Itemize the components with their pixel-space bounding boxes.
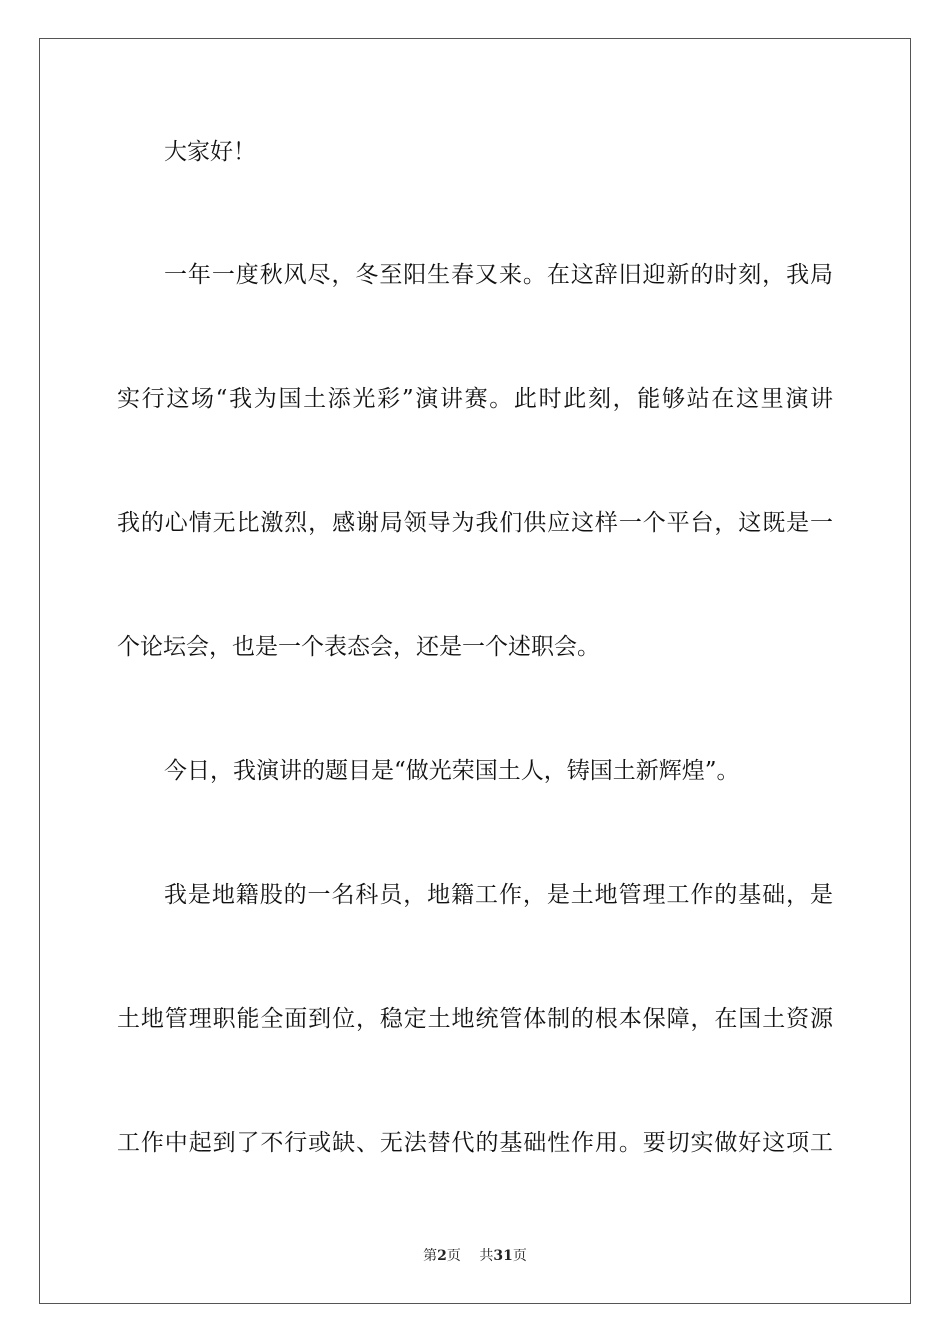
page-number: 2 [437, 1248, 447, 1264]
paragraph-line-5: 今日，我演讲的题目是“做光荣国土人，铸国土新辉煌”。 [164, 758, 740, 784]
paragraph-line-6: 我是地籍股的一名科员，地籍工作，是土地管理工作的基础，是 [164, 882, 833, 908]
page-indicator [423, 1247, 461, 1265]
paragraph-line-2: 实行这场“我为国土添光彩”演讲赛。此时此刻，能够站在这里演讲 [117, 386, 833, 412]
total-prefix: 共 [479, 1248, 494, 1264]
total-pages: 31 [493, 1248, 513, 1264]
paragraph-line-1: 一年一度秋风尽，冬至阳生春又来。在这辞旧迎新的时刻，我局 [164, 262, 833, 288]
paragraph-line-3: 我的心情无比激烈，感谢局领导为我们供应这样一个平台，这既是一 [117, 510, 833, 536]
total-suffix: 页 [512, 1248, 527, 1264]
page-suffix: 页 [446, 1248, 461, 1264]
page-prefix: 第 [423, 1248, 438, 1264]
total-pages-indicator [479, 1247, 526, 1265]
page-frame [39, 38, 911, 1304]
paragraph-line-8: 工作中起到了不行或缺、无法替代的基础性作用。要切实做好这项工 [117, 1130, 833, 1156]
paragraph-line-4: 个论坛会，也是一个表态会，还是一个述职会。 [117, 634, 600, 660]
page-footer [0, 1247, 950, 1265]
greeting-line: 大家好！ [164, 139, 256, 165]
paragraph-line-7: 土地管理职能全面到位，稳定土地统管体制的根本保障，在国土资源 [117, 1006, 833, 1032]
